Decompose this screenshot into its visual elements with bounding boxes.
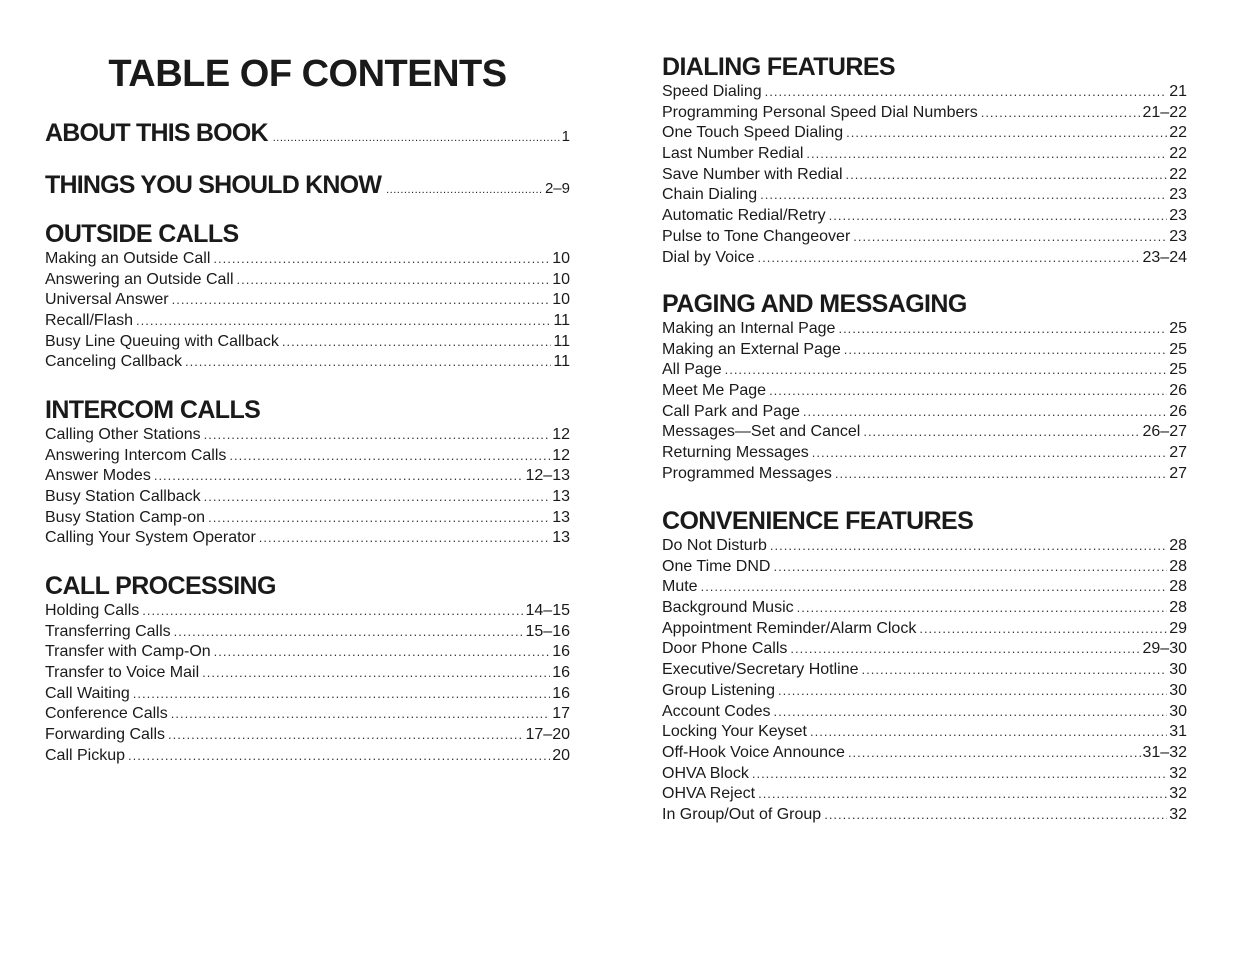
entry-page: 26: [1169, 382, 1187, 400]
entry-label: Calling Other Stations: [45, 426, 201, 443]
toc-entry[interactable]: [662, 319, 1187, 340]
dot-leader: [806, 144, 1167, 165]
dot-leader: [765, 82, 1168, 103]
toc-entry[interactable]: [45, 642, 570, 663]
entry-label: Answering an Outside Call: [45, 270, 234, 288]
dot-leader: [701, 577, 1168, 598]
toc-entry[interactable]: [662, 185, 1187, 206]
toc-entry[interactable]: [45, 684, 570, 705]
toc-entry[interactable]: [45, 704, 570, 725]
dot-leader: [142, 601, 523, 622]
entry-label: Speed Dialing: [662, 83, 762, 100]
entry-label: Recall/Flash: [45, 312, 134, 330]
dot-leader: [259, 528, 550, 549]
toc-entry[interactable]: [662, 598, 1187, 619]
entry-page: 27: [1169, 464, 1187, 482]
entry-label: Account Codes: [662, 702, 771, 720]
toc-entry[interactable]: [662, 82, 1187, 103]
entry-label: Pulse to Tone Changeover: [662, 227, 851, 245]
entry-page: 32: [1169, 785, 1187, 803]
entry-label: One Touch Speed Dialing: [662, 124, 844, 142]
dot-leader: [282, 332, 551, 353]
toc-entry[interactable]: [45, 725, 570, 746]
entry-label: Call Waiting: [45, 684, 130, 702]
entry-page: 10: [552, 250, 570, 267]
toc-entry[interactable]: [45, 508, 570, 529]
entry-label: Busy Station Camp-on: [45, 508, 206, 526]
entry-page: 30: [1169, 702, 1187, 720]
toc-entry[interactable]: [662, 144, 1187, 165]
entry-page: 28: [1169, 599, 1187, 617]
entry-label: Programming Personal Speed Dial Numbers: [662, 103, 978, 121]
dot-leader: [168, 725, 523, 746]
toc-entry[interactable]: [662, 123, 1187, 144]
dot-leader: [790, 639, 1140, 660]
entry-label: Programmed Messages: [662, 464, 832, 482]
entry-page: 28: [1169, 578, 1187, 596]
dot-leader: [136, 311, 551, 332]
entry-page: 20: [552, 746, 570, 764]
section-outside-calls: [45, 219, 570, 373]
dot-leader: [273, 123, 560, 153]
entry-page: 25: [1169, 340, 1187, 358]
about-this-book-entry[interactable]: [45, 118, 570, 148]
entry-page: 10: [552, 270, 570, 288]
entry-label: Transferring Calls: [45, 622, 171, 640]
entry-page: 16: [552, 664, 570, 682]
dot-leader: [829, 206, 1168, 227]
dot-leader: [185, 352, 551, 373]
entry-label: Busy Station Callback: [45, 488, 201, 506]
entry-page: 28: [1169, 557, 1187, 575]
entry-label: Last Number Redial: [662, 145, 804, 163]
entry-label: Mute: [662, 578, 698, 596]
toc-entry[interactable]: [662, 577, 1187, 598]
entry-label: Group Listening: [662, 681, 775, 699]
dot-leader: [154, 466, 524, 487]
entry-label: Save Number with Redial: [662, 165, 843, 183]
entry-page: 29: [1169, 619, 1187, 637]
entry-label: Chain Dialing: [662, 186, 758, 204]
dot-leader: [844, 340, 1167, 361]
entry-page: 32: [1169, 805, 1187, 823]
dot-leader: [803, 402, 1167, 423]
entry-label: Do Not Disturb: [662, 537, 767, 554]
entry-page: 22: [1169, 124, 1187, 142]
entry-page: 10: [552, 291, 570, 309]
entry-label: Making an Internal Page: [662, 320, 836, 337]
toc-entry[interactable]: [45, 446, 570, 467]
entry-label: Universal Answer: [45, 291, 169, 309]
entry-label: Meet Me Page: [662, 382, 767, 400]
dot-leader: [846, 165, 1168, 186]
section-dialing-features: [662, 52, 1187, 268]
dot-leader: [760, 185, 1167, 206]
toc-entry[interactable]: [662, 722, 1187, 743]
toc-entry[interactable]: [662, 784, 1187, 805]
toc-entry[interactable]: [662, 340, 1187, 361]
entry-label: Returning Messages: [662, 444, 809, 462]
toc-entry[interactable]: [45, 425, 570, 446]
entry-page: 2–9: [544, 180, 570, 197]
dot-leader: [769, 381, 1167, 402]
dot-leader: [386, 175, 543, 205]
dot-leader: [214, 642, 551, 663]
entry-label: Locking Your Keyset: [662, 723, 807, 741]
toc-entry[interactable]: [662, 639, 1187, 660]
toc-entry[interactable]: [45, 528, 570, 549]
toc-entry[interactable]: [662, 206, 1187, 227]
toc-entry[interactable]: [662, 464, 1187, 485]
dot-leader: [862, 660, 1168, 681]
dot-leader: [846, 123, 1167, 144]
dot-leader: [174, 622, 524, 643]
toc-entry[interactable]: [662, 360, 1187, 381]
entry-page: 26–27: [1142, 423, 1187, 441]
entry-label: Appointment Reminder/Alarm Clock: [662, 619, 917, 637]
entry-label: Conference Calls: [45, 705, 168, 723]
toc-entry[interactable]: [662, 422, 1187, 443]
entry-page: 14–15: [525, 602, 570, 619]
toc-entry[interactable]: [662, 248, 1187, 269]
entry-page: 30: [1169, 681, 1187, 699]
dot-leader: [208, 508, 550, 529]
toc-entry[interactable]: [662, 227, 1187, 248]
entry-label: Calling Your System Operator: [45, 529, 256, 547]
entry-page: 11: [553, 353, 570, 371]
toc-entry[interactable]: [45, 746, 570, 767]
toc-entry[interactable]: [662, 381, 1187, 402]
toc-entry[interactable]: [662, 660, 1187, 681]
dot-leader: [824, 805, 1167, 826]
entry-label: THINGS YOU SHOULD KNOW: [45, 171, 382, 199]
dot-leader: [835, 464, 1167, 485]
entry-label: Making an Outside Call: [45, 250, 211, 267]
toc-entry[interactable]: [45, 270, 570, 291]
section-convenience-features: [662, 506, 1187, 826]
entry-label: Executive/Secretary Hotline: [662, 661, 859, 679]
entry-page: 1: [561, 128, 570, 145]
toc-entry[interactable]: [662, 743, 1187, 764]
entry-page: 11: [553, 332, 570, 350]
entry-page: 27: [1169, 444, 1187, 462]
toc-entry[interactable]: [662, 165, 1187, 186]
section-heading: INTERCOM CALLS: [45, 396, 261, 424]
entry-label: Transfer with Camp-On: [45, 643, 211, 661]
entry-page: 23: [1169, 227, 1187, 245]
entry-page: 31: [1169, 723, 1187, 741]
entry-page: 13: [552, 529, 570, 547]
entry-label: Transfer to Voice Mail: [45, 664, 200, 682]
things-you-should-know-entry[interactable]: [45, 170, 570, 200]
section-intercom-calls: [45, 395, 570, 549]
entry-page: 28: [1169, 537, 1187, 554]
entry-page: 32: [1169, 764, 1187, 782]
dot-leader: [758, 248, 1141, 269]
dot-leader: [774, 702, 1168, 723]
toc-entry[interactable]: [662, 619, 1187, 640]
entry-label: Canceling Callback: [45, 353, 182, 371]
dot-leader: [237, 270, 551, 291]
entry-page: 13: [552, 508, 570, 526]
entry-label: Messages—Set and Cancel: [662, 423, 861, 441]
dot-leader: [213, 249, 550, 270]
entry-label: Holding Calls: [45, 602, 140, 619]
entry-page: 25: [1169, 320, 1187, 337]
dot-leader: [202, 663, 550, 684]
dot-leader: [752, 764, 1167, 785]
section-heading: CALL PROCESSING: [45, 572, 276, 600]
section-call-processing: [45, 571, 570, 767]
dot-leader: [812, 443, 1167, 464]
entry-label: ABOUT THIS BOOK: [45, 119, 268, 147]
dot-leader: [797, 598, 1168, 619]
toc-entry[interactable]: [45, 622, 570, 643]
dot-leader: [204, 425, 551, 446]
dot-leader: [778, 681, 1167, 702]
section-heading: CONVENIENCE FEATURES: [662, 507, 974, 535]
entry-label: Door Phone Calls: [662, 640, 788, 658]
entry-label: OHVA Reject: [662, 785, 756, 803]
dot-leader: [172, 290, 551, 311]
toc-entry[interactable]: [45, 332, 570, 353]
dot-leader: [863, 422, 1140, 443]
dot-leader: [981, 103, 1141, 124]
toc-entry[interactable]: [662, 103, 1187, 124]
dot-leader: [853, 227, 1167, 248]
section-heading: PAGING AND MESSAGING: [662, 290, 967, 318]
dot-leader: [204, 487, 551, 508]
entry-page: 29–30: [1142, 640, 1187, 658]
toc-entry[interactable]: [45, 663, 570, 684]
entry-label: Call Park and Page: [662, 402, 800, 420]
toc-entry[interactable]: [45, 466, 570, 487]
entry-label: In Group/Out of Group: [662, 805, 822, 823]
entry-page: 30: [1169, 661, 1187, 679]
entry-label: Answering Intercom Calls: [45, 446, 227, 464]
entry-page: 11: [553, 312, 570, 330]
entry-label: Dial by Voice: [662, 248, 755, 266]
dot-leader: [758, 784, 1167, 805]
toc-entry[interactable]: [662, 402, 1187, 423]
section-heading: OUTSIDE CALLS: [45, 220, 239, 248]
entry-page: 26: [1169, 402, 1187, 420]
dot-leader: [171, 704, 550, 725]
entry-label: One Time DND: [662, 557, 771, 575]
entry-page: 17–20: [525, 726, 570, 744]
entry-label: Busy Line Queuing with Callback: [45, 332, 279, 350]
toc-entry[interactable]: [45, 311, 570, 332]
entry-label: Background Music: [662, 599, 794, 617]
section-heading: DIALING FEATURES: [662, 53, 895, 81]
dot-leader: [919, 619, 1167, 640]
entry-label: OHVA Block: [662, 764, 749, 782]
entry-page: 12: [552, 446, 570, 464]
toc-entry[interactable]: [662, 557, 1187, 578]
toc-entry[interactable]: [45, 487, 570, 508]
entry-page: 22: [1169, 145, 1187, 163]
dot-leader: [133, 684, 550, 705]
dot-leader: [128, 746, 550, 767]
dot-leader: [810, 722, 1167, 743]
dot-leader: [848, 743, 1141, 764]
entry-page: 16: [552, 643, 570, 661]
entry-label: Call Pickup: [45, 746, 126, 764]
toc-entry[interactable]: [45, 249, 570, 270]
entry-page: 22: [1169, 165, 1187, 183]
dot-leader: [725, 360, 1168, 381]
entry-page: 12: [552, 426, 570, 443]
dot-leader: [838, 319, 1167, 340]
entry-label: All Page: [662, 361, 722, 379]
toc-entry[interactable]: [662, 702, 1187, 723]
entry-label: Automatic Redial/Retry: [662, 207, 826, 225]
entry-page: 17: [552, 705, 570, 723]
toc-entry[interactable]: [662, 764, 1187, 785]
entry-page: 15–16: [525, 622, 570, 640]
toc-entry[interactable]: [45, 352, 570, 373]
toc-entry[interactable]: [662, 805, 1187, 826]
toc-entry[interactable]: [45, 601, 570, 622]
entry-page: 13: [552, 488, 570, 506]
dot-leader: [770, 536, 1167, 557]
dot-leader: [229, 446, 550, 467]
page-title: TABLE OF CONTENTS: [108, 53, 507, 95]
entry-label: Forwarding Calls: [45, 726, 166, 744]
entry-page: 31–32: [1142, 743, 1187, 761]
entry-page: 16: [552, 684, 570, 702]
entry-page: 25: [1169, 361, 1187, 379]
entry-label: Making an External Page: [662, 340, 841, 358]
toc-entry[interactable]: [662, 443, 1187, 464]
entry-page: 23: [1169, 207, 1187, 225]
entry-page: 12–13: [525, 467, 570, 485]
toc-entry[interactable]: [45, 290, 570, 311]
entry-page: 23–24: [1142, 248, 1187, 266]
toc-entry[interactable]: [662, 681, 1187, 702]
section-paging-messaging: [662, 289, 1187, 485]
entry-page: 21: [1169, 83, 1187, 100]
dot-leader: [773, 557, 1167, 578]
entry-page: 21–22: [1142, 103, 1187, 121]
entry-label: Off-Hook Voice Announce: [662, 743, 845, 761]
entry-label: Answer Modes: [45, 467, 151, 485]
toc-entry[interactable]: [662, 536, 1187, 557]
entry-page: 23: [1169, 186, 1187, 204]
